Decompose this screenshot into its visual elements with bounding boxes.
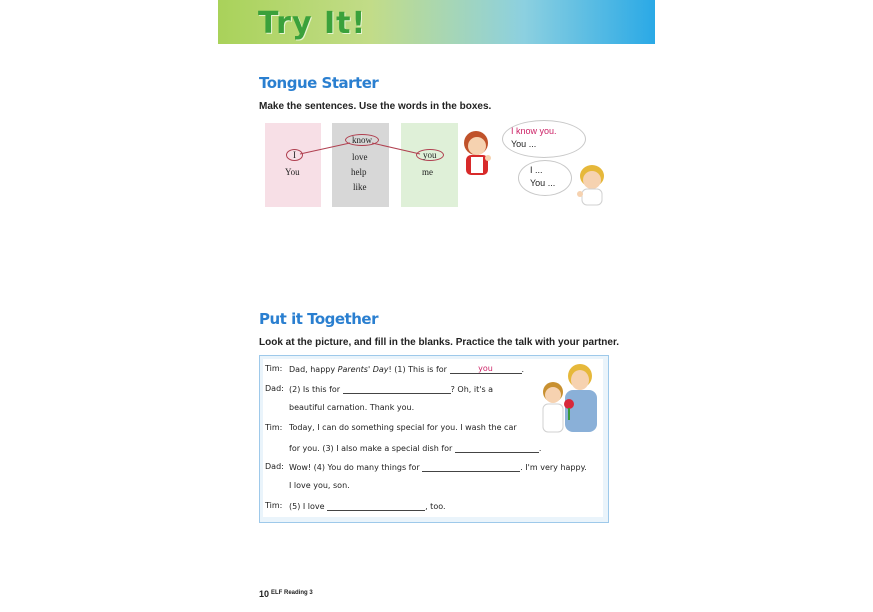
put-together-instruction: Look at the picture, and fill in the blanks. Practice the talk with your partner. xyxy=(259,337,620,348)
dialog-line: beautiful carnation. Thank you. xyxy=(289,403,415,412)
dialog-line: Dad, happy Parents' Day! (1) This is for you . xyxy=(289,364,525,374)
answer-blank-4[interactable] xyxy=(422,462,520,472)
answer-blank-2[interactable] xyxy=(343,384,451,394)
speaker-label: Dad: xyxy=(265,384,284,393)
word-item: you xyxy=(416,150,444,160)
word-item: You xyxy=(285,167,300,177)
bubble-girl-line2: You ... xyxy=(511,139,537,149)
page-number: 10 xyxy=(259,589,270,599)
dialog-line: Today, I can do something special for you. I wash the car xyxy=(289,423,517,432)
book-title: ELF Reading 3 xyxy=(271,590,313,596)
tongue-starter-title: Tongue Starter xyxy=(259,74,379,92)
word-item: me xyxy=(422,167,433,177)
put-together-title: Put it Together xyxy=(259,310,378,328)
answer-blank-5[interactable] xyxy=(327,501,425,511)
answer-blank-1[interactable]: you xyxy=(450,364,522,374)
boy-illustration xyxy=(572,162,612,208)
word-item: know xyxy=(345,135,379,145)
tongue-starter-instruction: Make the sentences. Use the words in the boxes. xyxy=(259,101,492,112)
dialog-line: (5) I love , too. xyxy=(289,502,446,511)
dialog-line: Wow! (4) You do many things for . I'm very happy. xyxy=(289,463,587,472)
speaker-label: Tim: xyxy=(265,501,283,510)
bubble-boy-line2: You ... xyxy=(530,178,556,188)
word-item: like xyxy=(353,182,367,192)
page-title: Try It! xyxy=(258,6,367,41)
answer-blank-3[interactable] xyxy=(455,443,539,453)
word-item: love xyxy=(352,152,368,162)
speaker-label: Dad: xyxy=(265,462,284,471)
dialog-line: for you. (3) I also make a special dish for . xyxy=(289,444,542,453)
dad-and-son-illustration xyxy=(535,362,600,434)
speaker-label: Tim: xyxy=(265,364,283,373)
girl-illustration xyxy=(458,128,498,180)
dialog-line: (2) Is this for ? Oh, it's a xyxy=(289,385,494,394)
word-item: I xyxy=(286,150,303,160)
bubble-girl-line1: I know you. xyxy=(511,126,557,136)
word-item: help xyxy=(351,167,367,177)
bubble-boy-line1: I ... xyxy=(530,165,543,175)
dialog-line: I love you, son. xyxy=(289,481,350,490)
speaker-label: Tim: xyxy=(265,423,283,432)
